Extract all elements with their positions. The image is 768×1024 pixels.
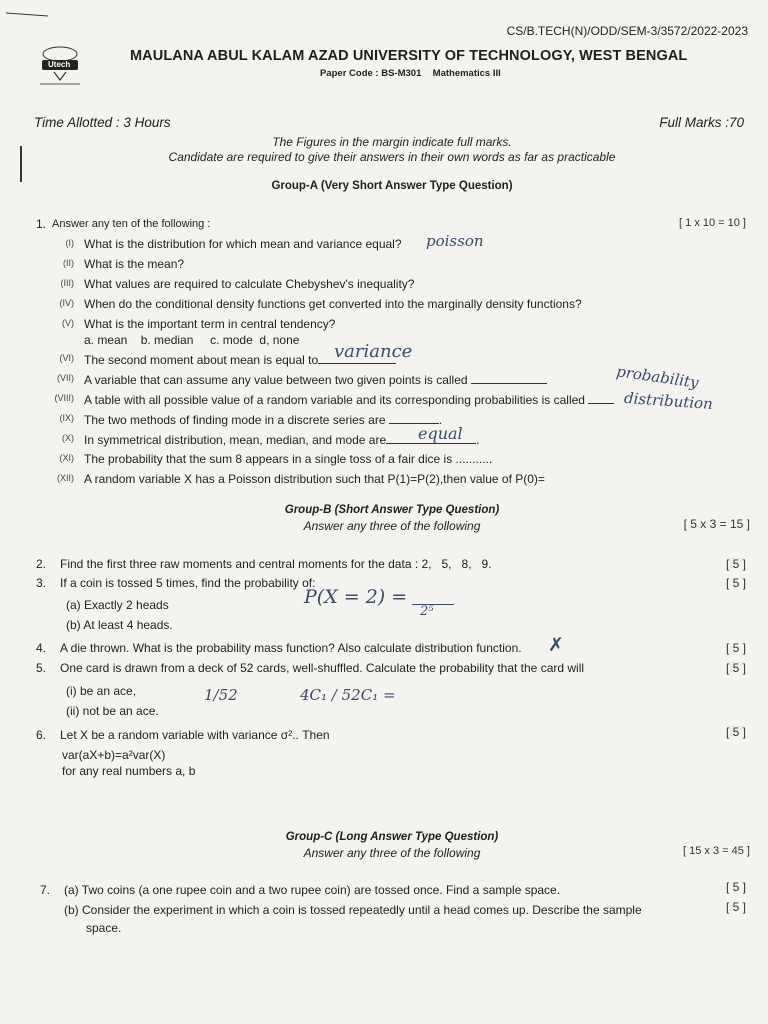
answer-blank — [588, 392, 614, 404]
doc-code: CS/B.TECH(N)/ODD/SEM-3/3572/2022-2023 — [506, 24, 748, 38]
item-num: (VI) — [59, 353, 74, 363]
instruction-margin: The Figures in the margin indicate full marks. — [272, 135, 512, 149]
item-num: (XII) — [57, 473, 74, 483]
item-text: A random variable X has a Poisson distribution such that P(1)=P(2),then value of P(0)= — [84, 472, 545, 486]
answer-blank — [389, 412, 439, 424]
group-b-marks: [ 5 x 3 = 15 ] — [683, 517, 750, 531]
item-vii-text: A variable that can assume any value between two given points is called — [84, 373, 468, 387]
item-vi-text: The second moment about mean is equal to — [84, 353, 319, 367]
q7-a-marks: [ 5 ] — [725, 880, 746, 894]
handwritten-q3-working: P(X = 2) = — [304, 586, 408, 608]
group-b-title: Group-B (Short Answer Type Question) — [284, 504, 500, 516]
item-num: (IV) — [59, 298, 74, 308]
item-text: What is the mean? — [84, 257, 185, 271]
q5-text: One card is drawn from a deck of 52 cards, well-shuffled. Calculate the probability that the card will — [60, 661, 585, 675]
paper-code-line — [320, 68, 501, 79]
q3-part-b: (b) At least 4 heads. — [66, 618, 173, 632]
q6-text: Let X be a random variable with variance σ².. Then — [60, 728, 330, 742]
q1-number: 1. — [36, 217, 47, 231]
q6-line-2: var(aX+b)=a²var(X) — [62, 748, 166, 762]
item-text: What is the distribution for which mean and variance equal? — [84, 237, 402, 251]
item-viii-text: A table with all possible value of a random variable and its corresponding probabilities is called — [84, 393, 585, 407]
subject-name: Mathematics III — [432, 68, 501, 79]
full-marks: Full Marks :70 — [659, 115, 744, 130]
paper-code: Paper Code : BS-M301 — [320, 68, 422, 79]
handwritten-probability: probability — [615, 362, 700, 392]
q3-marks: [ 5 ] — [725, 576, 746, 590]
item-num: (I) — [65, 238, 74, 248]
q4-marks: [ 5 ] — [725, 641, 746, 655]
answer-blank — [471, 372, 547, 384]
item-ix-text: The two methods of finding mode in a discrete series are — [84, 413, 386, 427]
item-num: (X) — [62, 433, 74, 443]
item-x-text: In symmetrical distribution, mean, median, and mode are — [84, 433, 387, 447]
time-allotted: Time Allotted : 3 Hours — [34, 115, 171, 130]
q5-part-ii: (ii) not be an ace. — [66, 704, 159, 718]
handwritten-distribution: distribution — [623, 388, 714, 414]
item-text: The two methods of finding mode in a discrete series are . — [84, 413, 443, 427]
q7-b-marks: [ 5 ] — [725, 900, 746, 914]
q7-part-a: (a) Two coins (a one rupee coin and a two rupee coin) are tossed once. Find a sample space. — [64, 883, 561, 897]
handwritten-q5-a: 1/52 — [204, 686, 238, 704]
group-a-marks: [ 1 x 10 = 10 ] — [679, 217, 746, 229]
group-c-subtitle: Answer any three of the following — [303, 846, 481, 860]
edge-mark — [6, 13, 48, 17]
item-num: (XI) — [59, 453, 74, 463]
group-b-subtitle: Answer any three of the following — [303, 519, 481, 533]
item-text: What values are required to calculate Chebyshev's inequality? — [84, 277, 415, 291]
instruction-own-words: Candidate are required to give their answers in their own words as far as practicable — [168, 150, 616, 164]
q2-marks: [ 5 ] — [725, 557, 746, 571]
q4-text: A die thrown. What is the probability mass function? Also calculate distribution function. — [60, 641, 522, 655]
group-c-marks: [ 15 x 3 = 45 ] — [683, 845, 750, 857]
item-text: The probability that the sum 8 appears in a single toss of a fair dice is ........... — [84, 452, 493, 466]
q5-number: 5. — [36, 661, 47, 675]
q2-text: Find the first three raw moments and central moments for the data : 2, 5, 8, 9. — [60, 557, 492, 571]
item-text: When do the conditional density functions get converted into the marginally density functions? — [84, 297, 582, 311]
q6-line-3: for any real numbers a, b — [62, 764, 196, 778]
q7-part-b: (b) Consider the experiment in which a coin is tossed repeatedly until a head comes up. Describe the sample — [64, 903, 642, 917]
handwritten-variance: variance — [334, 341, 413, 362]
q3-part-a: (a) Exactly 2 heads — [66, 598, 169, 612]
group-a-title: Group-A (Very Short Answer Type Question) — [271, 180, 513, 192]
university-logo — [34, 40, 86, 88]
q3-text: If a coin is tossed 5 times, find the probability of: — [60, 576, 316, 590]
item-v-options: a. mean b. median c. mode d, none — [84, 333, 300, 347]
q1-instruction: Answer any ten of the following : — [52, 218, 211, 230]
item-text — [84, 392, 684, 407]
group-c-title: Group-C (Long Answer Type Question) — [285, 831, 499, 843]
cross-mark: ✗ — [548, 634, 564, 656]
item-num: (VII) — [57, 373, 74, 383]
q5-part-i: (i) be an ace, — [66, 684, 137, 698]
handwritten-q5-b: 4C₁ / 52C₁ = — [300, 686, 396, 704]
q5-marks: [ 5 ] — [725, 661, 746, 675]
q6-number: 6. — [36, 728, 47, 742]
q7-part-b-cont: space. — [86, 921, 122, 935]
item-text: In symmetrical distribution, mean, median, and mode are . — [84, 433, 480, 447]
item-num: (VIII) — [54, 393, 74, 403]
q6-marks: [ 5 ] — [725, 725, 746, 739]
item-num: (V) — [62, 318, 74, 328]
handwritten-poisson: poisson — [426, 232, 484, 250]
item-text — [84, 372, 547, 387]
item-num: (IX) — [59, 413, 74, 423]
handwritten-q3-denominator: 2⁵ — [420, 604, 434, 619]
q4-number: 4. — [36, 641, 47, 655]
handwritten-equal: equal — [418, 424, 463, 443]
q7-number: 7. — [40, 883, 51, 897]
q3-number: 3. — [36, 576, 47, 590]
item-num: (III) — [60, 278, 74, 288]
item-text: What is the important term in central tendency? — [84, 317, 336, 331]
university-name: MAULANA ABUL KALAM AZAD UNIVERSITY OF TECHNOLOGY, WEST BENGAL — [130, 48, 688, 64]
item-num: (II) — [63, 258, 74, 268]
q2-number: 2. — [36, 557, 47, 571]
logo-text: Utech — [48, 60, 71, 69]
